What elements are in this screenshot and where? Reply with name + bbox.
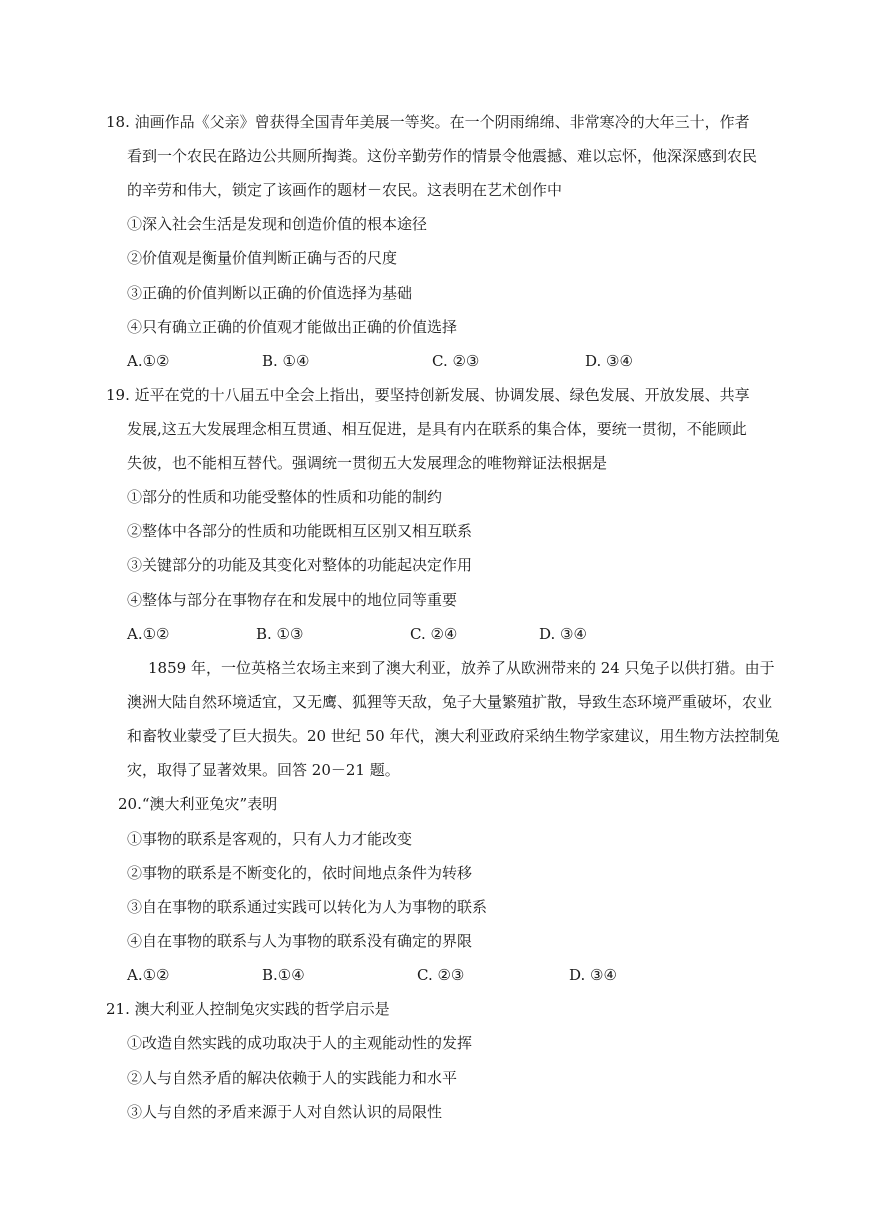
q20-option-c: C. ②③ bbox=[417, 966, 465, 984]
q18-option-a: A.①② bbox=[127, 352, 170, 370]
q19-option-a: A.①② bbox=[127, 625, 170, 643]
q20-option-a: A.①② bbox=[127, 966, 170, 984]
q19-stem-line-2: 发展,这五大发展理念相互贯通、相互促进，是具有内在联系的集合体，要统一贯彻，不能顾此 bbox=[127, 420, 747, 438]
passage-line-1: 1859 年，一位英格兰农场主来到了澳大利亚，放养了从欧洲带来的 24 只兔子以供打猎。由于 bbox=[148, 659, 775, 677]
passage-line-4: 灾，取得了显著效果。回答 20－21 题。 bbox=[127, 761, 400, 779]
q20-statement-3: ③自在事物的联系通过实践可以转化为人为事物的联系 bbox=[127, 898, 488, 916]
q18-option-c: C. ②③ bbox=[432, 352, 480, 370]
passage-line-3: 和畜牧业蒙受了巨大损失。20 世纪 50 年代，澳大利亚政府采纳生物学家建议，用生物方法控制兔 bbox=[127, 727, 780, 745]
q19-statement-4: ④整体与部分在事物存在和发展中的地位同等重要 bbox=[127, 591, 458, 609]
q18-statement-4: ④只有确立正确的价值观才能做出正确的价值选择 bbox=[127, 318, 458, 336]
q19-statement-2: ②整体中各部分的性质和功能既相互区别又相互联系 bbox=[127, 522, 473, 540]
q18-option-b: B. ①④ bbox=[262, 352, 310, 370]
q19-option-d: D. ③④ bbox=[539, 625, 587, 643]
q18-statement-1: ①深入社会生活是发现和创造价值的根本途径 bbox=[127, 215, 428, 233]
q20-statement-2: ②事物的联系是不断变化的，依时间地点条件为转移 bbox=[127, 864, 473, 882]
q18-stem-line-3: 的辛劳和伟大，锁定了该画作的题材－农民。这表明在艺术创作中 bbox=[127, 181, 563, 199]
q20-option-d: D. ③④ bbox=[569, 966, 617, 984]
q21-statement-1: ①改造自然实践的成功取决于人的主观能动性的发挥 bbox=[127, 1034, 473, 1052]
q19-statement-3: ③关键部分的功能及其变化对整体的功能起决定作用 bbox=[127, 556, 473, 574]
q18-stem-line-1: 18. 油画作品《父亲》曾获得全国青年美展一等奖。在一个阴雨绵绵、非常寒冷的大年三十，作者 bbox=[106, 113, 750, 131]
q21-stem: 21. 澳大利亚人控制兔灾实践的哲学启示是 bbox=[106, 1000, 390, 1018]
q19-stem-line-1: 19. 近平在党的十八届五中全会上指出，要坚持创新发展、协调发展、绿色发展、开放发展、共享 bbox=[106, 386, 750, 404]
q20-option-b: B.①④ bbox=[262, 966, 305, 984]
q19-statement-1: ①部分的性质和功能受整体的性质和功能的制约 bbox=[127, 488, 443, 506]
q18-option-d: D. ③④ bbox=[585, 352, 633, 370]
q19-stem-line-3: 失彼，也不能相互替代。强调统一贯彻五大发展理念的唯物辩证法根据是 bbox=[127, 454, 608, 472]
q18-stem-line-2: 看到一个农民在路边公共厕所掏粪。这份辛勤劳作的情景令他震撼、难以忘怀，他深深感到农民 bbox=[127, 147, 758, 165]
q20-stem: 20.“澳大利亚兔灾”表明 bbox=[118, 795, 278, 813]
q20-statement-4: ④自在事物的联系与人为事物的联系没有确定的界限 bbox=[127, 932, 473, 950]
q18-statement-3: ③正确的价值判断以正确的价值选择为基础 bbox=[127, 284, 413, 302]
q21-statement-2: ②人与自然矛盾的解决依赖于人的实践能力和水平 bbox=[127, 1069, 458, 1087]
q20-statement-1: ①事物的联系是客观的，只有人力才能改变 bbox=[127, 830, 413, 848]
q19-option-b: B. ①③ bbox=[256, 625, 304, 643]
q21-statement-3: ③人与自然的矛盾来源于人对自然认识的局限性 bbox=[127, 1103, 443, 1121]
passage-line-2: 澳洲大陆自然环境适宜，又无鹰、狐狸等天敌，兔子大量繁殖扩散，导致生态环境严重破坏，农业 bbox=[127, 693, 773, 711]
q19-option-c: C. ②④ bbox=[410, 625, 458, 643]
q18-statement-2: ②价值观是衡量价值判断正确与否的尺度 bbox=[127, 249, 398, 267]
